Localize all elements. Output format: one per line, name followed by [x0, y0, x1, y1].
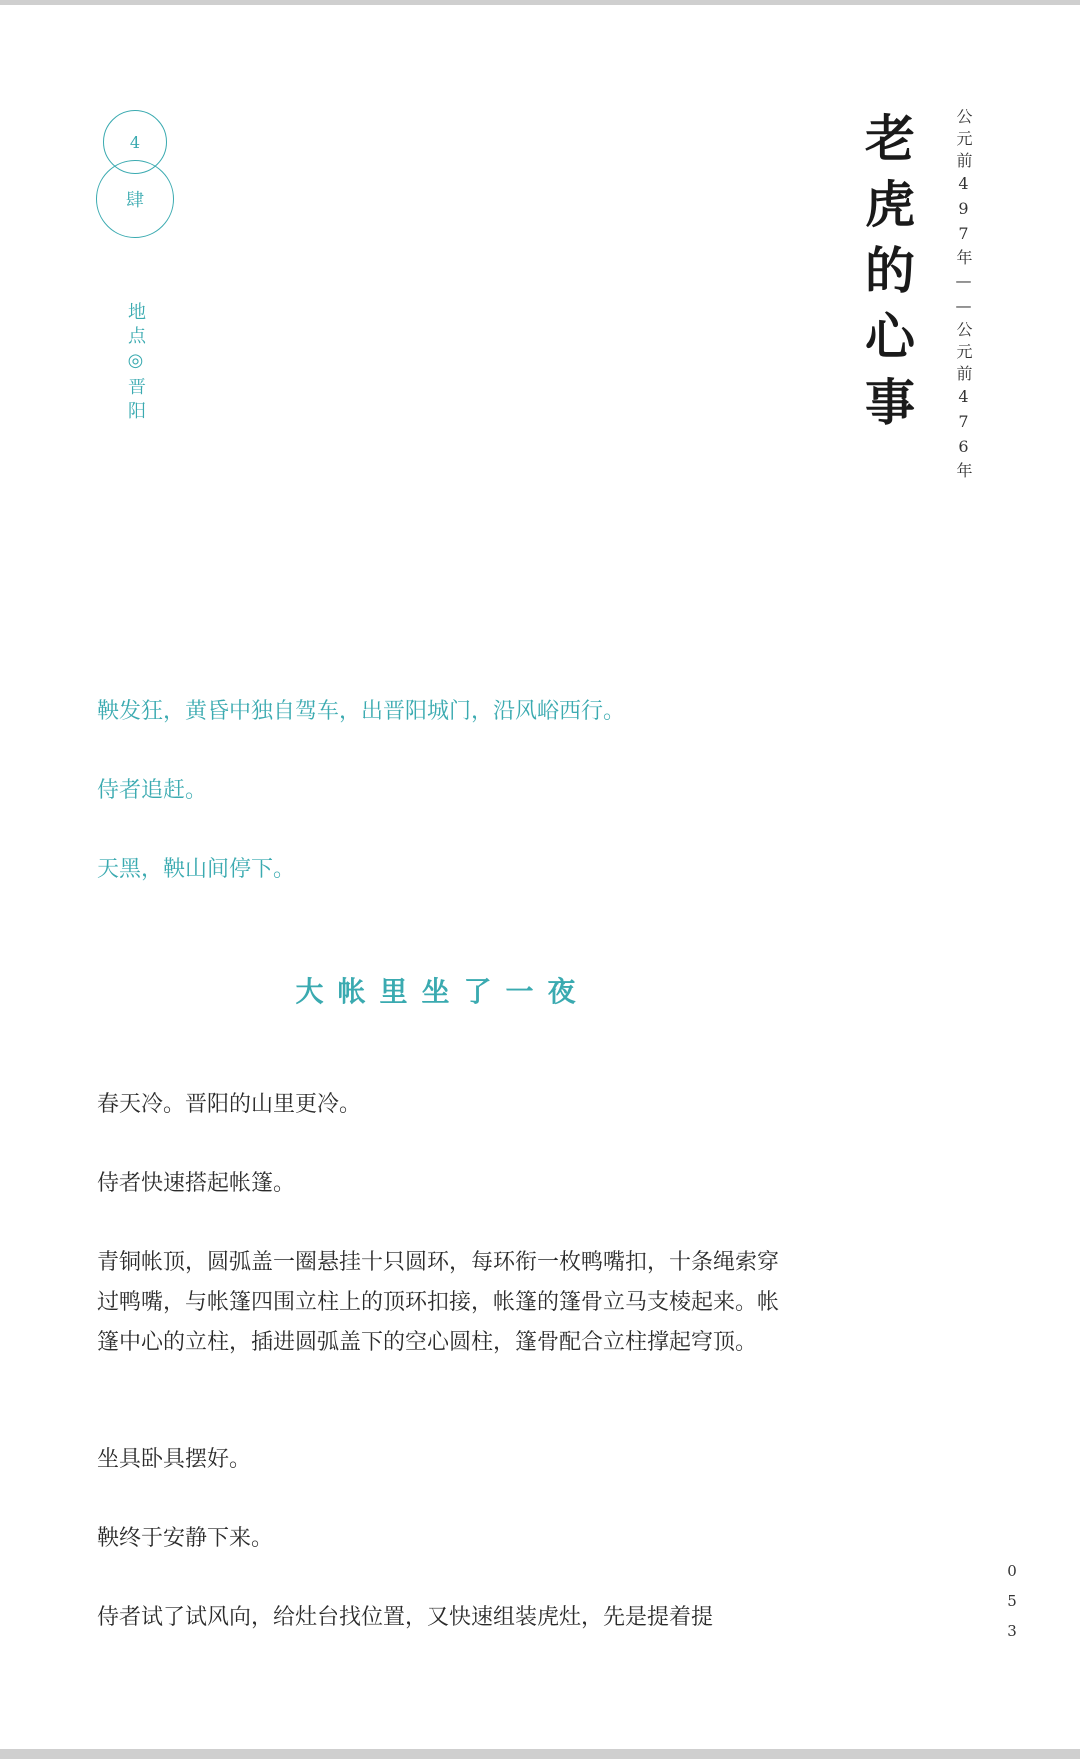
- place-label: 地点◎晋阳: [125, 302, 146, 425]
- era-range: 公元前497年——公元前476年: [954, 108, 973, 484]
- body-paragraph: 侍者快速搭起帐篷。: [97, 1171, 296, 1196]
- chapter-number: 4: [129, 132, 141, 152]
- section-title: 大帐里坐了一夜: [295, 975, 590, 1008]
- body-paragraph: 春天冷。晋阳的山里更冷。: [97, 1092, 362, 1117]
- body-paragraph: 侍者试了试风向，给灶台找位置，又快速组装虎灶，先是提着提: [97, 1605, 714, 1630]
- body-paragraph: 鞅终于安静下来。: [97, 1526, 274, 1551]
- chapter-numeral-circle: [96, 160, 174, 238]
- page-top-edge: [0, 0, 1080, 5]
- intro-paragraph: 侍者追赶。: [97, 778, 208, 803]
- chapter-numeral: 肆: [126, 190, 144, 211]
- page-bottom-edge: [0, 1749, 1080, 1759]
- intro-paragraph: 鞅发狂，黄昏中独自驾车，出晋阳城门，沿风峪西行。: [97, 699, 626, 724]
- intro-paragraph: 天黑，鞅山间停下。: [97, 857, 296, 882]
- body-paragraph: 坐具卧具摆好。: [97, 1447, 252, 1472]
- page-number: 053: [1003, 1562, 1021, 1652]
- body-paragraph: 青铜帐顶，圆弧盖一圈悬挂十只圆环，每环衔一枚鸭嘴扣，十条绳索穿过鸭嘴，与帐篷四围立柱上的顶环扣接，帐篷的篷骨立马支棱起来。帐篷中心的立柱，插进圆弧盖下的空心圆柱，篷骨配合立柱撑起穹顶。: [97, 1250, 780, 1355]
- chapter-title: 老虎的心事: [857, 112, 916, 442]
